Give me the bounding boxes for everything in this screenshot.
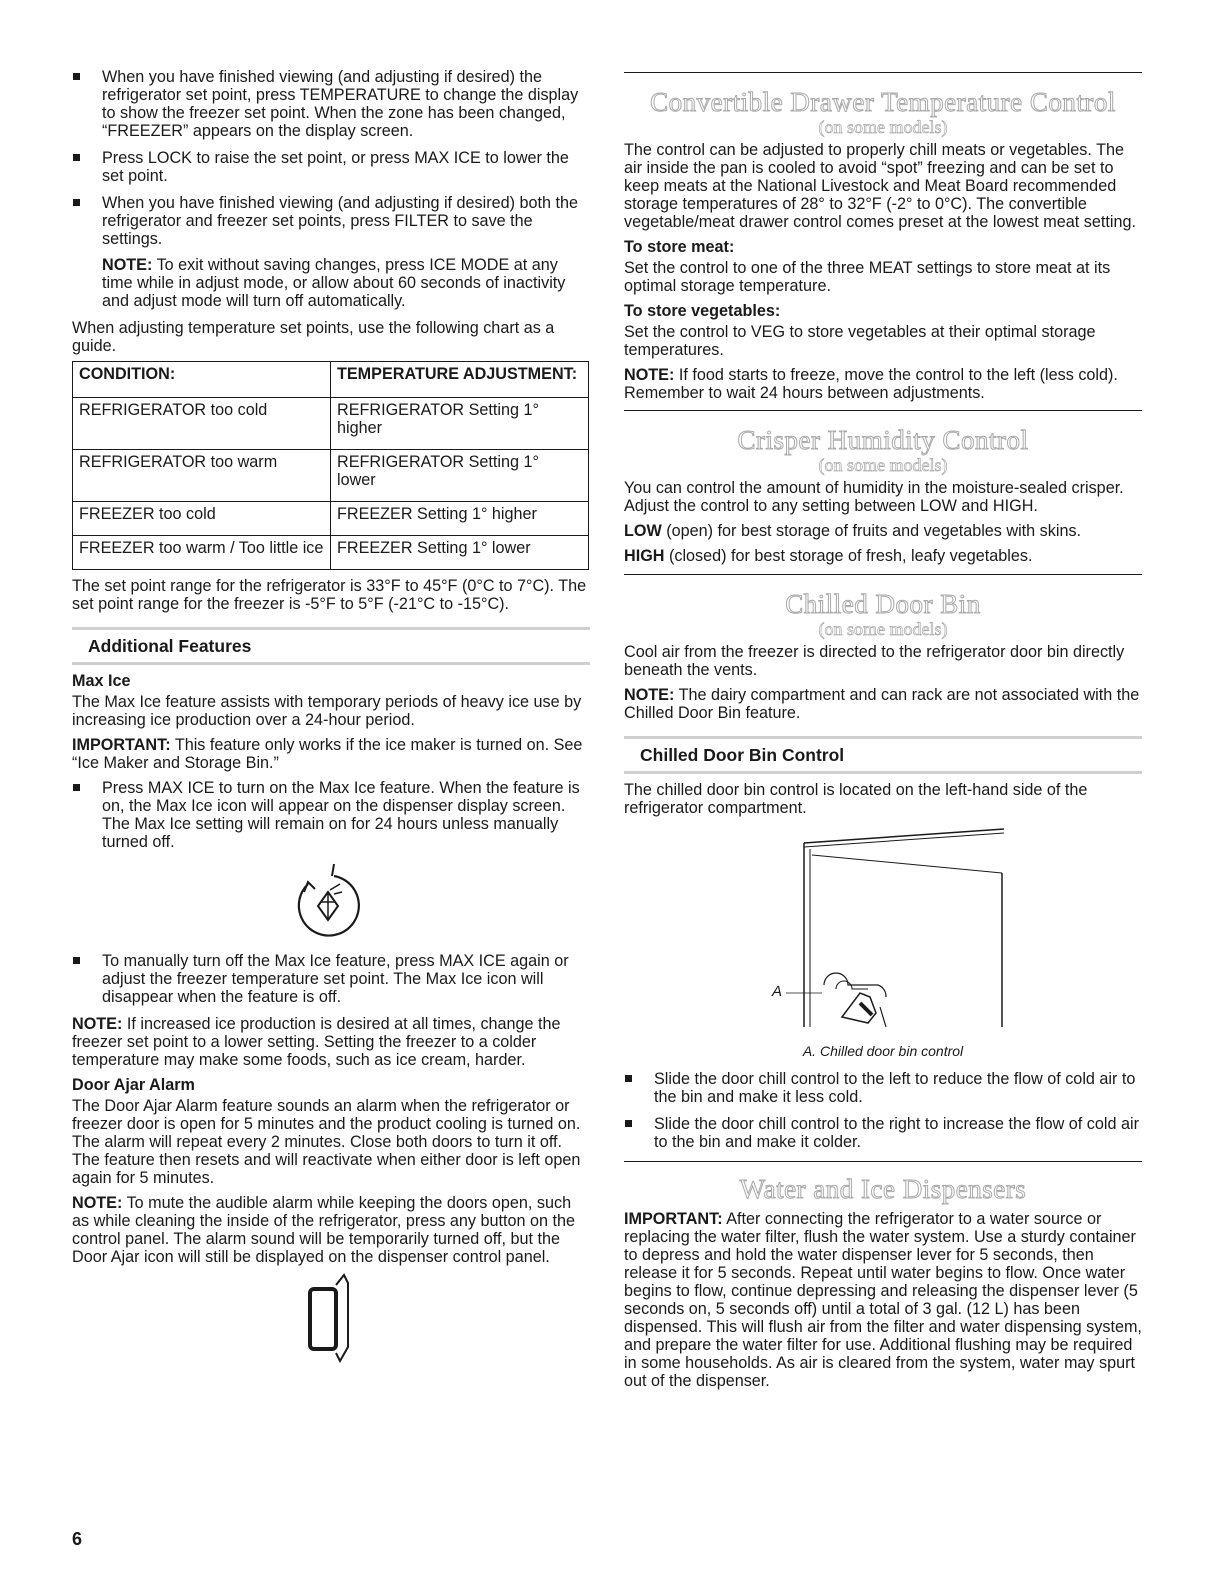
bullet-item: Slide the door chill control to the left to reduce the flow of cold air to the bin and make it less cold. xyxy=(624,1070,1142,1106)
table-header-condition: CONDITION: xyxy=(73,362,331,398)
bullet-item: When you have finished viewing (and adjusting if desired) both the refrigerator and freezer set points, press FILTER to save the settings. xyxy=(72,194,590,248)
figure-caption: A. Chilled door bin control xyxy=(802,1043,964,1059)
note-food-freeze xyxy=(624,366,1142,402)
table-cell: FREEZER too warm / Too little ice xyxy=(73,536,331,570)
right-column xyxy=(624,72,1142,1390)
chilled-control-text: The chilled door bin control is located on the left-hand side of the refrigerator compartment. xyxy=(624,781,1088,817)
bullet-item: Slide the door chill control to the right to increase the flow of cold air to the bin and make it colder. xyxy=(624,1115,1142,1151)
note-label: NOTE: xyxy=(624,366,675,384)
section-subtitle: (on some models) xyxy=(818,117,948,137)
bullet-item: Press MAX ICE to turn on the Max Ice feature. When the feature is on, the Max Ice icon will appear on the dispenser display screen. The Max Ice setting will remain on for 24 hours unless manually turned off. xyxy=(72,779,590,851)
note-mute-alarm xyxy=(72,1194,590,1266)
table-cell: REFRIGERATOR Setting 1° lower xyxy=(331,450,589,502)
important-label: IMPORTANT: xyxy=(72,736,171,754)
page-number: 6 xyxy=(72,1529,83,1549)
note-label: NOTE: xyxy=(72,1194,123,1212)
table-cell: FREEZER Setting 1° lower xyxy=(331,536,589,570)
note-exit-without-saving xyxy=(72,256,590,310)
left-column xyxy=(72,68,590,1363)
note-label: NOTE: xyxy=(102,256,153,274)
max-ice-text: The Max Ice feature assists with temporary periods of heavy ice use by increasing ice production over a 24-hour period. xyxy=(72,693,582,729)
subheading-max-ice: Max Ice xyxy=(72,672,131,690)
table-cell: REFRIGERATOR too warm xyxy=(73,450,331,502)
store-vegetables-text: Set the control to VEG to store vegetables at their optimal storage temperatures. xyxy=(624,323,1096,359)
section-band-chilled-door-bin-control: Chilled Door Bin Control xyxy=(624,736,1142,774)
figure-callout-label: A xyxy=(772,983,783,1000)
section-title-water-ice: Water and Ice Dispensers xyxy=(739,1174,1027,1204)
note-label: NOTE: xyxy=(72,1015,123,1033)
section-rule xyxy=(624,1161,1142,1162)
section-title-chilled-door-bin: Chilled Door Bin xyxy=(785,589,981,619)
section-subtitle: (on some models) xyxy=(818,619,948,639)
note-increased-ice xyxy=(72,1015,590,1069)
subheading-door-ajar: Door Ajar Alarm xyxy=(72,1076,195,1094)
high-label: HIGH xyxy=(624,547,665,565)
store-meat-text: Set the control to one of the three MEAT settings to store meat at its optimal storage temperature. xyxy=(624,259,1111,295)
bullet-item: When you have finished viewing (and adjusting if desired) the refrigerator set point, press TEMPERATURE to change the display to show the freezer set point. When the zone has been changed, “FREEZER” appears on the display screen. xyxy=(72,68,590,140)
note-dairy xyxy=(624,686,1142,722)
convertible-text: The control can be adjusted to properly chill meats or vegetables. The air inside the pan is cooled to avoid “spot” freezing and can be set to keep meats at the National Livestock and Meat Board recommended storage temperatures of 28° to 32°F (-2° to 0°C). The convertible vegetable/meat drawer control comes preset at the lowest meat setting. xyxy=(624,141,1136,231)
section-rule xyxy=(624,72,1142,73)
table-row xyxy=(73,502,589,536)
section-rule xyxy=(624,574,1142,575)
temperature-adjustment-table xyxy=(72,361,589,570)
table-row xyxy=(73,398,589,450)
section-band-additional-features: Additional Features xyxy=(72,627,590,665)
table-header-adjustment: TEMPERATURE ADJUSTMENT: xyxy=(331,362,589,398)
crisper-low xyxy=(624,522,1142,540)
door-ajar-text: The Door Ajar Alarm feature sounds an alarm when the refrigerator or freezer door is open for 5 minutes and the product cooling is turned on. The alarm will repeat every 2 minutes. Close both doors to turn it off. The feature then resets and will reactivate when either door is left open again for 5 minutes. xyxy=(72,1097,581,1187)
door-ajar-figure xyxy=(72,1273,590,1363)
max-ice-figure xyxy=(72,860,590,952)
subheading-store-vegetables: To store vegetables: xyxy=(624,302,781,320)
important-flush xyxy=(624,1210,1142,1390)
section-subtitle: (on some models) xyxy=(818,455,948,475)
chilled-text: Cool air from the freezer is directed to the refrigerator door bin directly beneath the vents. xyxy=(624,643,1125,679)
note-text: To mute the audible alarm while keeping the doors open, such as while cleaning the inside of the refrigerator, press any button on the control panel. The alarm sound will be temporarily turned off, but the Door Ajar icon will still be displayed on the dispenser control panel. xyxy=(72,1194,576,1266)
table-cell: FREEZER too cold xyxy=(73,502,331,536)
high-text: (closed) for best storage of fresh, leafy vegetables. xyxy=(664,547,1033,565)
note-text: To exit without saving changes, press ICE MODE at any time while in adjust mode, or allow about 60 seconds of inactivity and adjust mode will turn off automatically. xyxy=(102,256,566,310)
section-rule xyxy=(624,410,1142,411)
note-label: NOTE: xyxy=(624,686,675,704)
subheading-store-meat: To store meat: xyxy=(624,238,735,256)
table-cell: REFRIGERATOR Setting 1° higher xyxy=(331,398,589,450)
table-cell: REFRIGERATOR too cold xyxy=(73,398,331,450)
low-label: LOW xyxy=(624,522,662,540)
table-header-row xyxy=(73,362,589,398)
table-row xyxy=(73,450,589,502)
bullet-item: Press LOCK to raise the set point, or press MAX ICE to lower the set point. xyxy=(72,149,590,185)
bullet-item: To manually turn off the Max Ice feature, press MAX ICE again or adjust the freezer temperature set point. The Max Ice icon will disappear when the feature is off. xyxy=(72,952,590,1006)
door-ajar-icon xyxy=(304,1273,364,1363)
table-row xyxy=(73,536,589,570)
note-text: The dairy compartment and can rack are not associated with the Chilled Door Bin feature. xyxy=(624,686,1140,722)
note-text: If food starts to freeze, move the control to the left (less cold). Remember to wait 24 hours between adjustments. xyxy=(624,366,1118,402)
chart-intro: When adjusting temperature set points, use the following chart as a guide. xyxy=(72,319,555,355)
table-cell: FREEZER Setting 1° higher xyxy=(331,502,589,536)
refrigerator-compartment-illustration xyxy=(624,817,1142,1042)
set-point-range: The set point range for the refrigerator is 33°F to 45°F (0°C to 7°C). The set point range for the freezer is -5°F to 5°F (-21°C to -15°C). xyxy=(72,577,587,613)
note-text: If increased ice production is desired at all times, change the freezer set point to a lower setting. Setting the freezer to a colder temperature may make some foods, such as ice cream, harder. xyxy=(72,1015,561,1069)
crisper-text: You can control the amount of humidity in the moisture-sealed crisper. Adjust the control to any setting between LOW and HIGH. xyxy=(624,479,1124,515)
section-title-convertible-drawer: Convertible Drawer Temperature Control xyxy=(650,87,1116,117)
section-title-crisper: Crisper Humidity Control xyxy=(737,425,1029,455)
chilled-bin-figure xyxy=(624,817,1142,1042)
important-note xyxy=(72,736,590,772)
important-text: This feature only works if the ice maker is turned on. See “Ice Maker and Storage Bin.” xyxy=(72,736,583,772)
important-label: IMPORTANT: xyxy=(624,1210,723,1228)
important-text: After connecting the refrigerator to a water source or replacing the water filter, flush the water system. Use a sturdy container to depress and hold the water dispenser lever for 5 seconds, then release it for 5 seconds. Repeat until water begins to flow. Once water begins to flow, continue depressing and releasing the dispenser lever (5 seconds on, 5 seconds off) until a total of 3 gal. (12 L) has been dispensed. This will flush air from the filter and water dispensing system, and prepare the water filter for use. Additional flushing may be required in some households. As air is cleared from the system, water may spurt out of the dispenser. xyxy=(624,1210,1142,1390)
crisper-high xyxy=(624,547,1142,565)
low-text: (open) for best storage of fruits and vegetables with skins. xyxy=(661,522,1082,540)
max-ice-icon xyxy=(288,862,368,946)
